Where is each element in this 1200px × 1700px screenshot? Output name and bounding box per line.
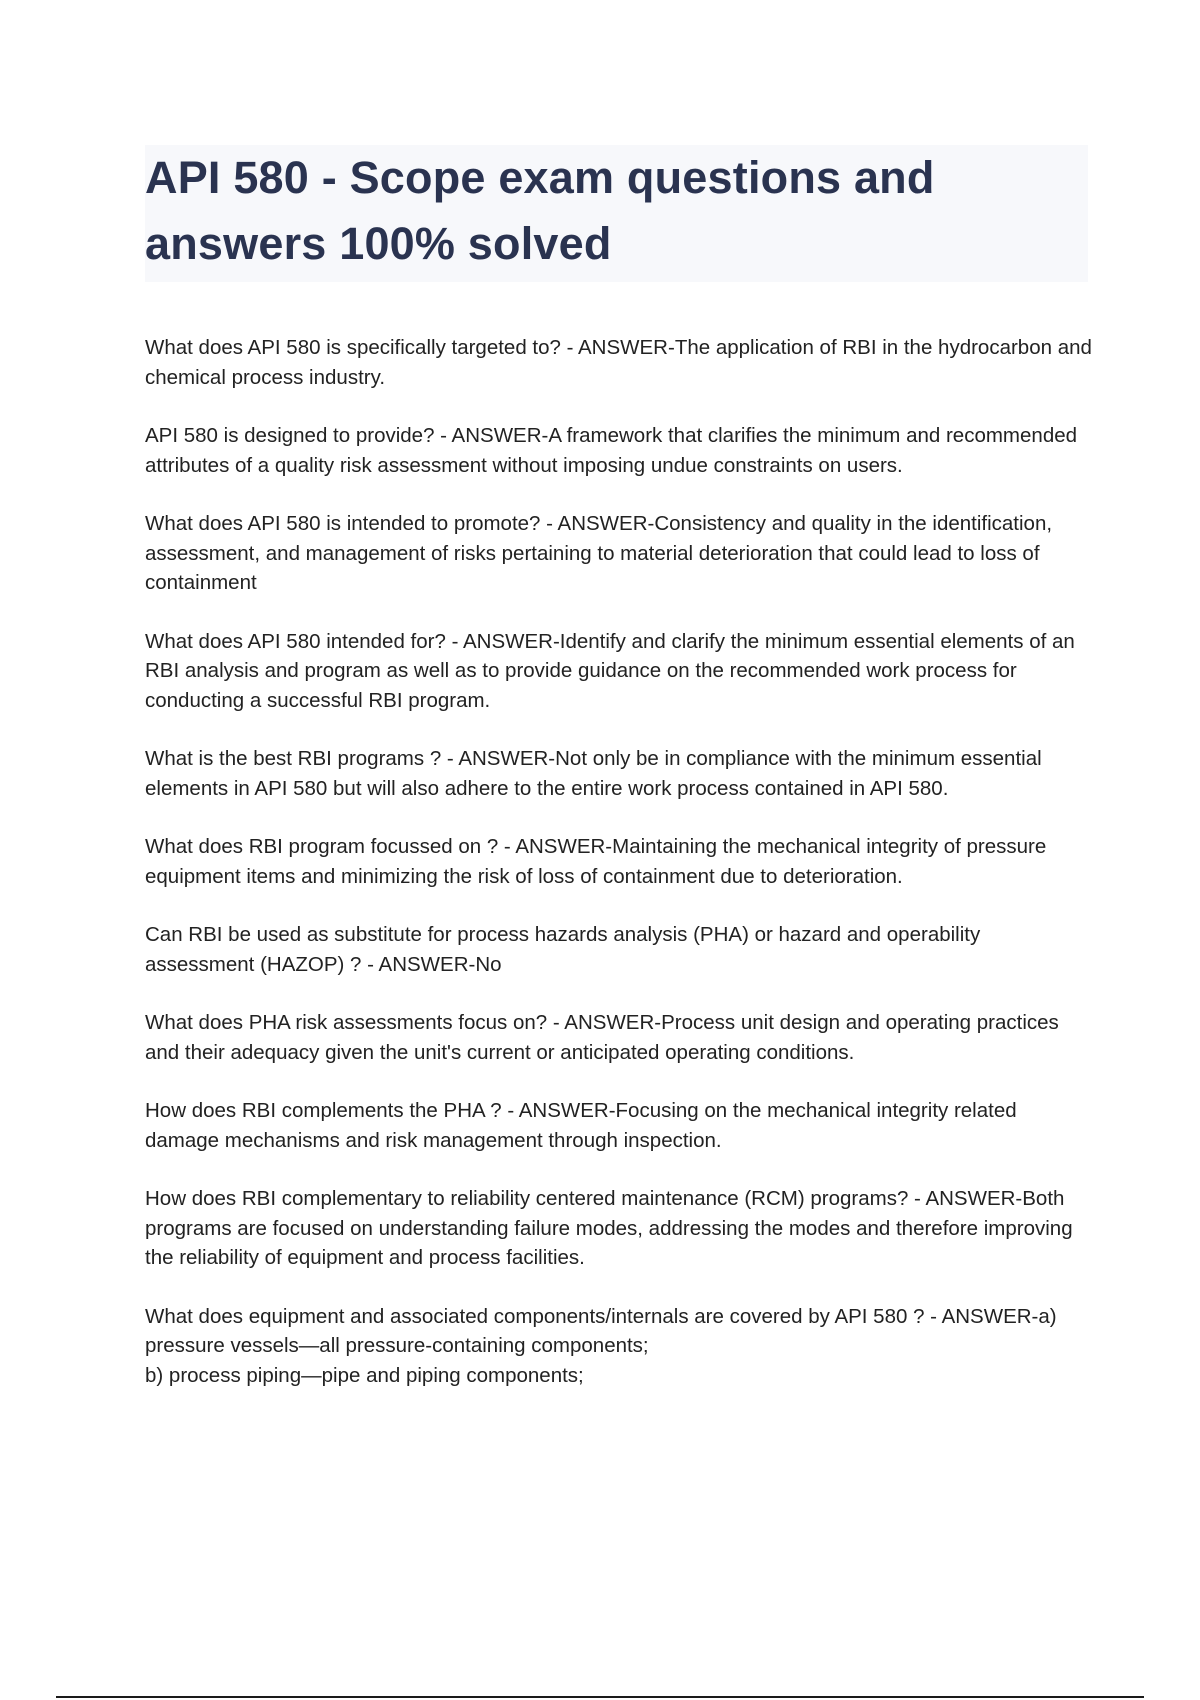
qa-item-11: What does equipment and associated components/internals are covered by API 580 ? - ANSWER-a) pressure vessels—all pressure-containing components; b) process piping—pipe and piping components; bbox=[145, 1304, 1057, 1387]
qa-item-9: How does RBI complements the PHA ? - ANSWER-Focusing on the mechanical integrity related damage mechanisms and risk management through inspection. bbox=[145, 1099, 1017, 1152]
qa-item-10: How does RBI complementary to reliability centered maintenance (RCM) programs? - ANSWER-Both programs are focused on understanding failure modes, addressing the modes and therefore improving the reliability of equipment and process facilities. bbox=[145, 1187, 1073, 1269]
qa-item-5: What is the best RBI programs ? - ANSWER-Not only be in compliance with the minimum essential elements in API 580 but will also adhere to the entire work process contained in API 580. bbox=[145, 747, 1042, 800]
title-banner bbox=[145, 145, 1088, 282]
qa-list bbox=[145, 333, 1095, 1390]
qa-item-6: What does RBI program focussed on ? - ANSWER-Maintaining the mechanical integrity of pressure equipment items and minimizing the risk of loss of containment due to deterioration. bbox=[145, 835, 1047, 888]
qa-item-7: Can RBI be used as substitute for process hazards analysis (PHA) or hazard and operability assessment (HAZOP) ? - ANSWER-No bbox=[145, 923, 981, 976]
qa-item-4: What does API 580 intended for? - ANSWER-Identify and clarify the minimum essential elements of an RBI analysis and program as well as to provide guidance on the recommended work process for conducting a successful RBI program. bbox=[145, 629, 1075, 712]
qa-item-3: What does API 580 is intended to promote? - ANSWER-Consistency and quality in the identification, assessment, and management of risks pertaining to material deterioration that could lead to loss of containment bbox=[145, 512, 1053, 594]
page-title: API 580 - Scope exam questions and answers 100% solved bbox=[145, 152, 935, 269]
footer-divider bbox=[56, 1696, 1144, 1698]
qa-item-1: What does API 580 is specifically targeted to? - ANSWER-The application of RBI in the hydrocarbon and chemical process industry. bbox=[145, 336, 1092, 389]
qa-item-2: API 580 is designed to provide? - ANSWER-A framework that clarifies the minimum and recommended attributes of a quality risk assessment without imposing undue constraints on users. bbox=[145, 424, 1078, 477]
qa-item-8: What does PHA risk assessments focus on? - ANSWER-Process unit design and operating practices and their adequacy given the unit's current or anticipated operating conditions. bbox=[145, 1011, 1059, 1064]
